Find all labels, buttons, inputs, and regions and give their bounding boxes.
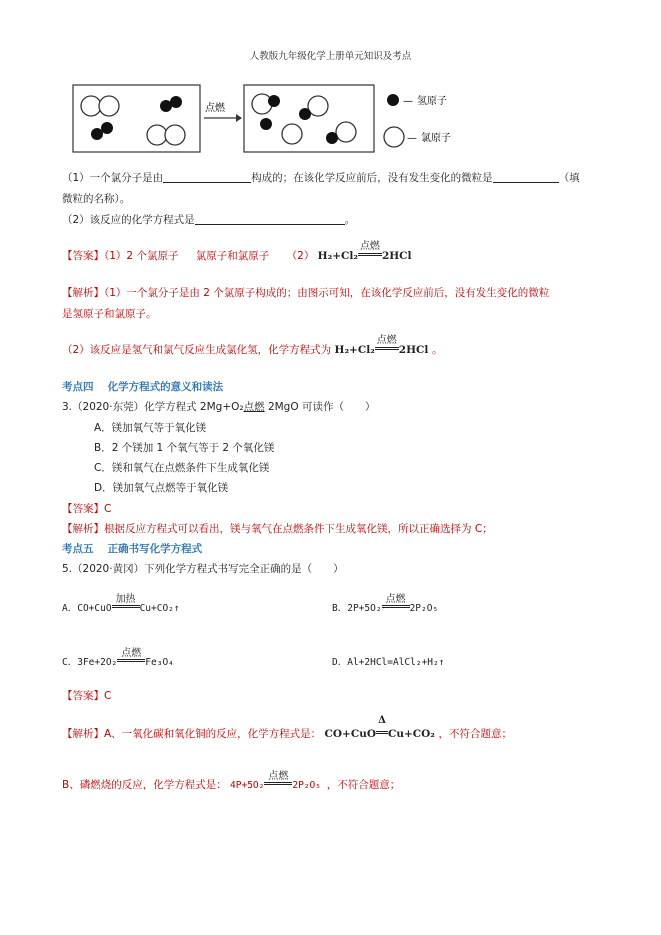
eq-left: CO+CuO	[77, 603, 112, 614]
eq-condition: 点燃	[264, 780, 292, 791]
explanation-text: 。	[432, 344, 443, 356]
eq-left: 4P+5O₂	[230, 780, 265, 791]
eq-left: H₂+Cl₂	[317, 250, 358, 262]
arrow-label: 点燃	[205, 103, 225, 114]
explanation-1-line-1	[62, 285, 549, 300]
answer-text: C	[104, 503, 112, 515]
section-4-title: 考点四 化学方程式的意义和读法	[62, 381, 224, 393]
explanation-text: （2）该反应是氢气和氯气反应生成氯化氢，化学方程式为	[62, 344, 332, 356]
hydrogen-atom	[299, 108, 311, 120]
eq-left: CO+CuO	[324, 728, 376, 740]
option-label: B．	[332, 603, 348, 614]
question-3-option-a[interactable]: A．镁加氧气等于氧化镁	[94, 422, 207, 434]
equation	[324, 715, 439, 740]
answer-label: 【答案】	[62, 250, 104, 262]
legend-dash: —	[403, 96, 413, 107]
answer-5	[62, 688, 111, 703]
chlorine-atom	[336, 122, 356, 142]
hydrogen-atom	[170, 96, 182, 108]
answer-text: （2）	[286, 250, 315, 262]
explanation-label: 【解析】	[62, 523, 104, 535]
text: 构成的；在该化学反应前后，没有发生变化的微粒是	[251, 172, 493, 184]
chlorine-atom	[308, 96, 328, 116]
equation	[334, 335, 433, 356]
eq-right: 2HCl	[398, 344, 429, 356]
question-3-option-c[interactable]: C．镁和氧气在点燃条件下生成氧化镁	[94, 462, 270, 474]
page-header: 人教版九年级化学上册单元知识及考点	[249, 51, 412, 62]
legend-chlorine-label: 氯原子	[421, 133, 451, 144]
option-label: D．	[332, 657, 348, 668]
reaction-diagram	[70, 84, 470, 156]
question-3-stem	[62, 399, 375, 414]
explanation-5-line-a	[62, 715, 513, 741]
option-label: A．	[62, 603, 78, 614]
answer-1	[62, 241, 412, 263]
answer-blank[interactable]	[493, 171, 559, 183]
text: （2）该反应的化学方程式是	[62, 214, 195, 226]
answer-3	[62, 501, 111, 516]
explanation-text: A、一氧化碳和氧化铜的反应，化学方程式是：	[104, 728, 322, 740]
question-5-option-c[interactable]	[62, 648, 174, 668]
question-5-option-a[interactable]	[62, 594, 180, 614]
text: （1）一个氯分子是由	[62, 172, 164, 184]
question-5-stem: 5.（2020·黄冈）下列化学方程式书写完全正确的是（ ）	[62, 563, 344, 575]
question-1-part-2	[62, 212, 355, 227]
equation	[317, 241, 412, 262]
answer-text: （1）2 个氯原子	[104, 250, 179, 262]
hydrogen-atom	[326, 132, 338, 144]
explanation-text: 根据反应方程式可以看出，镁与氧气在点燃条件下生成氧化镁，所以正确选择为 C；	[104, 523, 493, 535]
equation	[230, 771, 327, 791]
hydrogen-atom	[268, 95, 280, 107]
hydrogen-atom	[91, 128, 103, 140]
answer-blank[interactable]	[195, 213, 345, 225]
eq-right: 2P₂O₅	[292, 780, 321, 791]
legend-hydrogen-icon	[387, 94, 399, 106]
legend-chlorine-icon	[384, 127, 404, 147]
hydrogen-atom	[101, 122, 113, 134]
answer-label: 【答案】	[62, 503, 104, 515]
explanation-text: （1）一个氯分子是由 2 个氯原子构成的；由图示可知，在该化学反应前后，没有发生变化的微粒	[104, 287, 550, 299]
explanation-text: ，不符合题意；	[438, 728, 513, 740]
text: 2MgO 可读作（ ）	[267, 401, 376, 413]
explanation-1-line-3	[62, 335, 443, 357]
option-text: Al+2HCl=AlCl₂+H₂↑	[347, 657, 445, 668]
explanation-label: 【解析】	[62, 728, 104, 740]
question-1-part-1	[62, 170, 580, 185]
text: 。	[344, 214, 356, 226]
hydrogen-atom	[260, 118, 272, 130]
question-3-option-b[interactable]: B．2 个镁加 1 个氧气等于 2 个氧化镁	[94, 442, 275, 454]
explanation-5-line-b	[62, 771, 401, 792]
answer-text: 氯原子和氯原子	[195, 250, 270, 262]
eq-right: 2HCl	[381, 250, 412, 262]
condition: 点燃	[243, 401, 265, 413]
legend-dash: —	[407, 133, 417, 144]
eq-condition: 点燃	[382, 603, 410, 614]
answer-label: 【答案】	[62, 690, 104, 702]
arrow-head-icon	[236, 114, 242, 122]
eq-right: Cu+CO₂↑	[139, 603, 180, 614]
question-5-option-d[interactable]	[332, 654, 444, 668]
text: （填	[558, 172, 580, 184]
explanation-label: 【解析】	[62, 287, 104, 299]
explanation-3	[62, 521, 493, 536]
chlorine-atom	[282, 124, 302, 144]
answer-text: C	[104, 690, 112, 702]
eq-condition: Δ	[376, 728, 388, 740]
question-1-part-1-cont: 微粒的名称）。	[62, 193, 131, 205]
eq-right: Cu+CO₂	[387, 728, 435, 740]
eq-condition: 点燃	[375, 344, 399, 356]
chlorine-atom	[147, 125, 167, 145]
eq-right: Fe₃O₄	[145, 657, 174, 668]
text: 3.（2020·东莞）化学方程式 2Mg+O₂	[62, 401, 244, 413]
answer-blank[interactable]	[163, 171, 251, 183]
section-5-title: 考点五 正确书写化学方程式	[62, 543, 203, 555]
question-3-option-d[interactable]: D．镁加氧气点燃等于氧化镁	[94, 482, 229, 494]
explanation-text: ，不符合题意；	[326, 779, 401, 791]
chlorine-atom	[165, 125, 185, 145]
chlorine-atom	[81, 96, 101, 116]
option-label: C．	[62, 657, 78, 668]
eq-left: 3Fe+2O₂	[77, 657, 118, 668]
explanation-text: B、磷燃烧的反应，化学方程式是：	[62, 779, 227, 791]
question-5-option-b[interactable]	[332, 594, 439, 614]
eq-condition: 点燃	[117, 657, 145, 668]
eq-left: 2P+5O₂	[347, 603, 382, 614]
eq-left: H₂+Cl₂	[334, 344, 375, 356]
chlorine-atom	[99, 96, 119, 116]
eq-condition: 点燃	[358, 250, 382, 262]
legend-hydrogen-label: 氢原子	[417, 96, 447, 107]
eq-condition: 加热	[112, 603, 140, 614]
eq-right: 2P₂O₅	[409, 603, 439, 614]
explanation-1-line-2: 是氢原子和氯原子。	[62, 308, 157, 320]
